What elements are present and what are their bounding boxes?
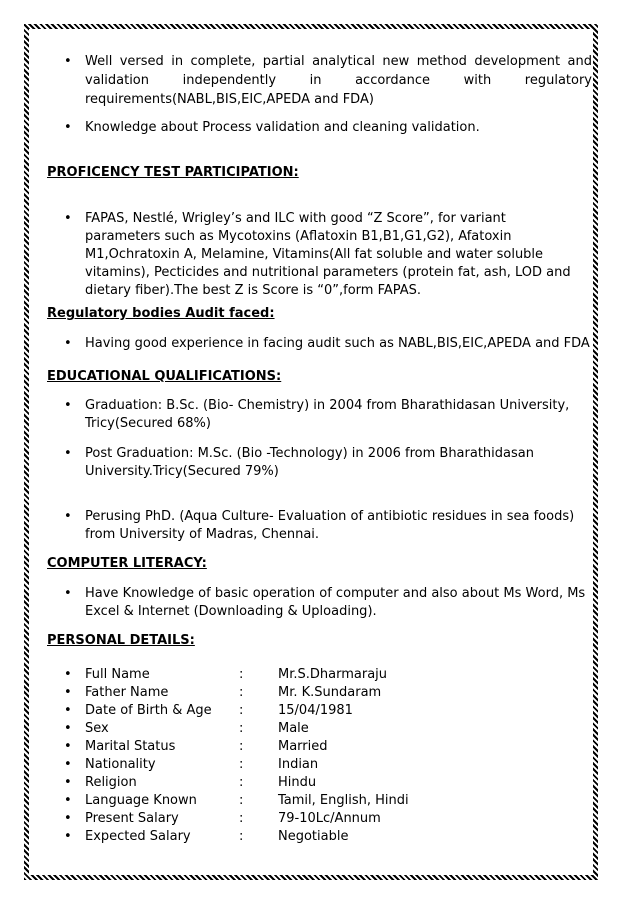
skill-text: Well versed in complete, partial analytical new method development and: [85, 54, 592, 69]
bullet: •: [64, 509, 72, 524]
personal-colon: :: [239, 703, 244, 718]
personal-value: Hindu: [278, 775, 317, 790]
section-heading: PERSONAL DETAILS:: [47, 633, 195, 648]
education-text: Post Graduation: M.Sc. (Bio -Technology) in 2006 from Bharathidasan: [85, 446, 534, 461]
bullet: •: [64, 775, 72, 790]
bullet: •: [64, 120, 72, 135]
skill-text: validation independently in accordance with regulatory: [85, 73, 592, 88]
personal-label: Date of Birth & Age: [85, 703, 212, 718]
education-text: Tricy(Secured 68%): [85, 416, 211, 431]
personal-colon: :: [239, 757, 244, 772]
personal-colon: :: [239, 685, 244, 700]
proficiency-text: parameters such as Mycotoxins (Aflatoxin B1,B1,G1,G2), Afatoxin: [85, 229, 512, 244]
audit-text: Having good experience in facing audit such as NABL,BIS,EIC,APEDA and FDA: [85, 336, 590, 351]
personal-label: Present Salary: [85, 811, 179, 826]
personal-label: Language Known: [85, 793, 197, 808]
proficiency-text: dietary fiber).The best Z is Score is “0”,form FAPAS.: [85, 283, 422, 298]
bullet: •: [64, 446, 72, 461]
bullet: •: [64, 336, 72, 351]
personal-value: 15/04/1981: [278, 703, 353, 718]
bullet: •: [64, 721, 72, 736]
computer-text: Have Knowledge of basic operation of computer and also about Ms Word, Ms: [85, 586, 586, 601]
section-heading: PROFICENCY TEST PARTICIPATION:: [47, 165, 299, 180]
section-heading: Regulatory bodies Audit faced:: [47, 306, 275, 321]
proficiency-text: vitamins), Pecticides and nutritional parameters (protein fat, ash, LOD and: [85, 265, 571, 280]
personal-label: Marital Status: [85, 739, 176, 754]
personal-label: Full Name: [85, 667, 150, 682]
personal-value: Negotiable: [278, 829, 349, 844]
personal-colon: :: [239, 811, 244, 826]
education-text: Perusing PhD. (Aqua Culture- Evaluation of antibiotic residues in sea foods): [85, 509, 575, 524]
personal-label: Sex: [85, 721, 109, 736]
personal-value: Married: [278, 739, 328, 754]
personal-value: Mr. K.Sundaram: [278, 685, 382, 700]
bullet: •: [64, 739, 72, 754]
proficiency-text: M1,Ochratoxin A, Melamine, Vitamins(All fat soluble and water soluble: [85, 247, 544, 262]
personal-label: Expected Salary: [85, 829, 191, 844]
personal-value: Mr.S.Dharmaraju: [278, 667, 388, 682]
personal-colon: :: [239, 667, 244, 682]
bullet: •: [64, 586, 72, 601]
section-heading: COMPUTER LITERACY:: [47, 556, 207, 571]
bullet: •: [64, 211, 72, 226]
personal-colon: :: [239, 721, 244, 736]
personal-label: Religion: [85, 775, 137, 790]
bullet: •: [64, 667, 72, 682]
section-heading: EDUCATIONAL QUALIFICATIONS:: [47, 369, 282, 384]
bullet: •: [64, 703, 72, 718]
personal-colon: :: [239, 775, 244, 790]
personal-value: Indian: [278, 757, 319, 772]
education-text: Graduation: B.Sc. (Bio- Chemistry) in 2004 from Bharathidasan University,: [85, 398, 570, 413]
bullet: •: [64, 811, 72, 826]
personal-colon: :: [239, 793, 244, 808]
proficiency-text: FAPAS, Nestlé, Wrigley’s and ILC with good “Z Score”, for variant: [85, 211, 506, 226]
skill-text: requirements(NABL,BIS,EIC,APEDA and FDA): [85, 92, 374, 107]
bullet: •: [64, 54, 72, 69]
personal-value: Tamil, English, Hindi: [278, 793, 409, 808]
personal-label: Nationality: [85, 757, 156, 772]
education-text: University.Tricy(Secured 79%): [85, 464, 279, 479]
bullet: •: [64, 398, 72, 413]
bullet: •: [64, 793, 72, 808]
education-text: from University of Madras, Chennai.: [85, 527, 320, 542]
personal-colon: :: [239, 829, 244, 844]
bullet: •: [64, 829, 72, 844]
personal-value: 79-10Lc/Annum: [278, 811, 381, 826]
personal-value: Male: [278, 721, 309, 736]
bullet: •: [64, 685, 72, 700]
personal-colon: :: [239, 739, 244, 754]
computer-text: Excel & Internet (Downloading & Uploading).: [85, 604, 377, 619]
bullet: •: [64, 757, 72, 772]
skill-text: Knowledge about Process validation and cleaning validation.: [85, 120, 480, 135]
personal-label: Father Name: [85, 685, 169, 700]
